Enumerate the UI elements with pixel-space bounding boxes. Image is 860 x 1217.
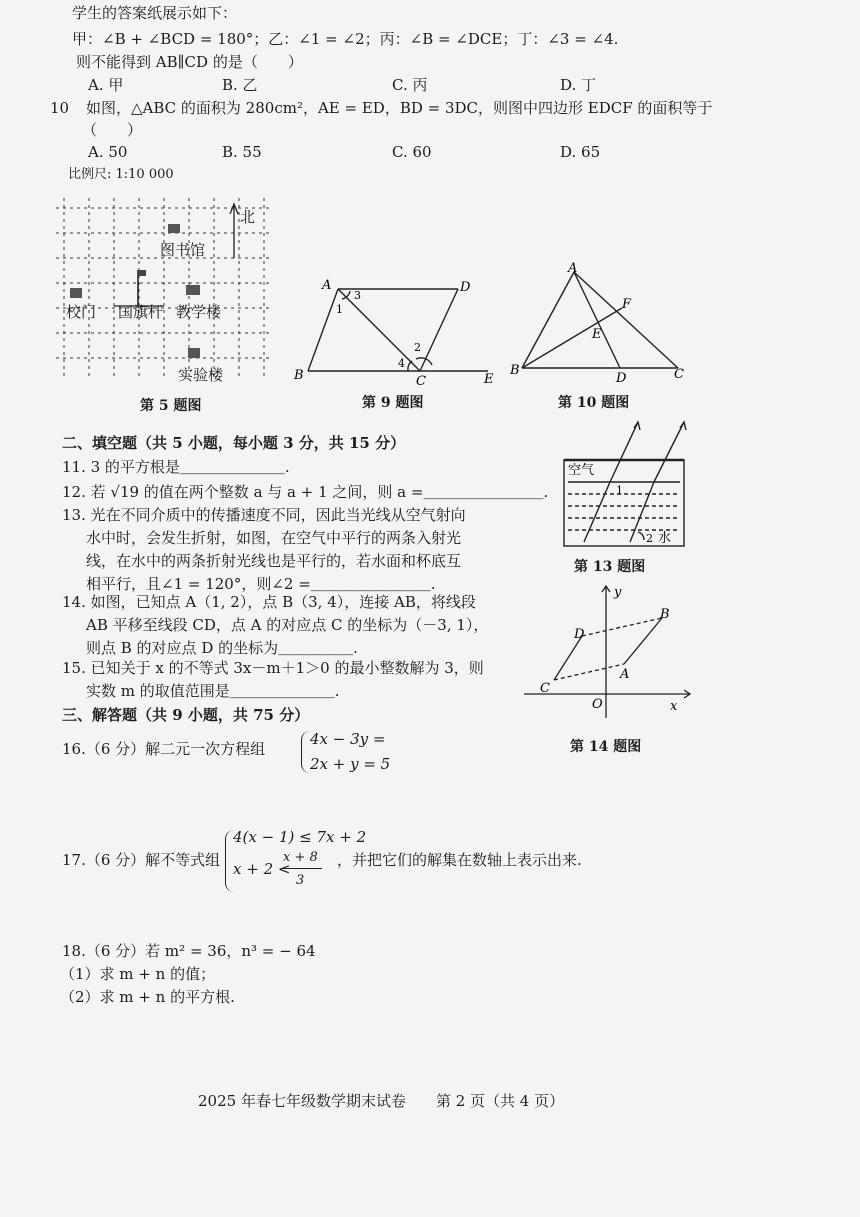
fig9-label-1: 1	[336, 303, 343, 316]
q13-line4: 相平行，且∠1 = 120°，则∠2 =＿＿＿＿＿＿＿＿.	[86, 575, 436, 593]
fig9-label-d: D	[460, 280, 471, 295]
page-footer: 2025 年春七年级数学期末试卷 第 2 页（共 4 页）	[198, 1092, 565, 1110]
fig14-caption: 第 14 题图	[570, 739, 642, 755]
fig14-label-b: B	[660, 607, 670, 622]
fig10-diagram	[508, 262, 693, 387]
q9-option-d: D. 丁	[560, 76, 597, 94]
q10-option-c: C. 60	[392, 143, 432, 161]
q13-line3: 线，在水中的两条折射光线也是平行的，若水面和杯底互	[86, 552, 462, 570]
fig9-label-2: 2	[414, 341, 421, 354]
fig14-label-a: A	[620, 667, 630, 682]
fig10-label-a: A	[568, 262, 578, 276]
q17-ineq1: 4(x − 1) ≤ 7x + 2	[233, 828, 367, 846]
fig10-label-b: B	[510, 363, 520, 378]
q14-line2: AB 平移至线段 CD，点 A 的对应点 C 的坐标为（－3, 1），	[86, 616, 489, 634]
fig9-label-c: C	[416, 374, 426, 389]
q10-number: 10	[50, 99, 70, 117]
fig14-label-o: O	[592, 697, 603, 712]
q17-ineq2-den: 3	[296, 873, 305, 888]
fig13-angle1: 1	[616, 484, 623, 497]
q14-line3: 则点 B 的对应点 D 的坐标为＿＿＿＿＿.	[86, 639, 358, 657]
q14-line1: 14. 如图，已知点 A（1, 2），点 B（3, 4），连接 AB，将线段	[62, 593, 476, 611]
q12-text: 12. 若 √19 的值在两个整数 a 与 a + 1 之间，则 a =＿＿＿＿＿＿＿＿.	[62, 483, 549, 501]
fig13-angle2: 2	[646, 532, 653, 545]
fig13-air: 空气	[568, 463, 595, 478]
fig10-label-c: C	[674, 367, 684, 382]
section2-heading: 二、填空题（共 5 小题，每小题 3 分，共 15 分）	[62, 434, 406, 452]
fig5-teaching: 教学楼	[176, 303, 222, 321]
fig14-label-d: D	[574, 627, 585, 642]
q10-option-d: D. 65	[560, 143, 601, 161]
fig14-label-c: C	[540, 681, 550, 696]
q15-line2: 实数 m 的取值范围是＿＿＿＿＿＿＿.	[86, 682, 340, 700]
q17-ineq2-left: x + 2 <	[233, 860, 291, 878]
q10-option-a: A. 50	[88, 143, 128, 161]
fig10-caption: 第 10 题图	[558, 395, 630, 411]
fig5-caption: 第 5 题图	[140, 398, 202, 414]
fig5-flagpole: 国旗杆	[118, 303, 164, 321]
q16-prefix: 16.（6 分）解二元一次方程组	[62, 740, 266, 758]
fig9-label-4: 4	[398, 357, 405, 370]
q17-ineq2-num: x + 8	[283, 850, 318, 865]
q9-intro: 学生的答案纸展示如下：	[72, 4, 238, 22]
q16-eq2: 2x + y = 5	[310, 755, 391, 773]
fig9-diagram	[290, 275, 505, 390]
q17-fraction-bar	[282, 868, 322, 869]
fig9-label-e: E	[484, 372, 494, 387]
q9-answers: 甲：∠B + ∠BCD = 180°；乙：∠1 = ∠2；丙：∠B = ∠DCE；丁：∠3 = ∠4.	[72, 30, 619, 48]
fig5-north: 北	[240, 208, 256, 226]
q9-option-b: B. 乙	[222, 76, 258, 94]
q10-option-b: B. 55	[222, 143, 262, 161]
q9-option-c: C. 丙	[392, 76, 428, 94]
fig5-library: 图书馆	[160, 241, 206, 259]
section3-heading: 三、解答题（共 9 小题，共 75 分）	[62, 706, 310, 724]
q17-suffix: ，并把它们的解集在数轴上表示出来.	[337, 851, 582, 869]
q15-line1: 15. 已知关于 x 的不等式 3x－m＋1＞0 的最小整数解为 3，则	[62, 659, 484, 677]
fig14-label-x: x	[670, 699, 678, 714]
q13-line1: 13. 光在不同介质中的传播速度不同，因此当光线从空气射向	[62, 506, 466, 524]
fig9-label-a: A	[322, 278, 332, 293]
q10-text: 如图，△ABC 的面积为 280cm²，AE = ED，BD = 3DC，则图中四边形 EDCF 的面积等于	[86, 99, 713, 117]
q18-part2: （2）求 m + n 的平方根.	[60, 988, 235, 1006]
q10-paren: （ ）	[82, 121, 143, 139]
q9-question: 则不能得到 AB∥CD 的是（ ）	[76, 53, 303, 71]
q18-part1: （1）求 m + n 的值；	[60, 965, 216, 983]
q16-eq1: 4x − 3y =	[310, 730, 386, 748]
fig10-label-f: F	[622, 297, 632, 312]
fig13-caption: 第 13 题图	[574, 559, 646, 575]
fig14-label-y: y	[614, 585, 622, 600]
fig13-water: 水	[658, 531, 672, 546]
fig9-label-b: B	[294, 368, 304, 383]
q18-stem: 18.（6 分）若 m² = 36，n³ = − 64	[62, 942, 316, 960]
fig9-label-3: 3	[354, 289, 361, 302]
fig9-caption: 第 9 题图	[362, 395, 424, 411]
q9-option-a: A. 甲	[88, 76, 124, 94]
fig5-scale: 比例尺: 1:10 000	[68, 167, 174, 182]
fig10-label-d: D	[616, 371, 627, 386]
fig14-plane	[520, 582, 695, 722]
fig5-lab: 实验楼	[178, 366, 224, 384]
q11-text: 11. 3 的平方根是＿＿＿＿＿＿＿.	[62, 458, 290, 476]
q16-brace	[301, 731, 310, 773]
q17-prefix: 17.（6 分）解不等式组	[62, 851, 221, 869]
fig10-label-e: E	[592, 327, 602, 342]
fig5-gate: 校门	[66, 303, 97, 321]
q13-line2: 水中时，会发生折射，如图，在空气中平行的两条入射光	[86, 529, 462, 547]
fig13-beaker	[558, 418, 698, 558]
